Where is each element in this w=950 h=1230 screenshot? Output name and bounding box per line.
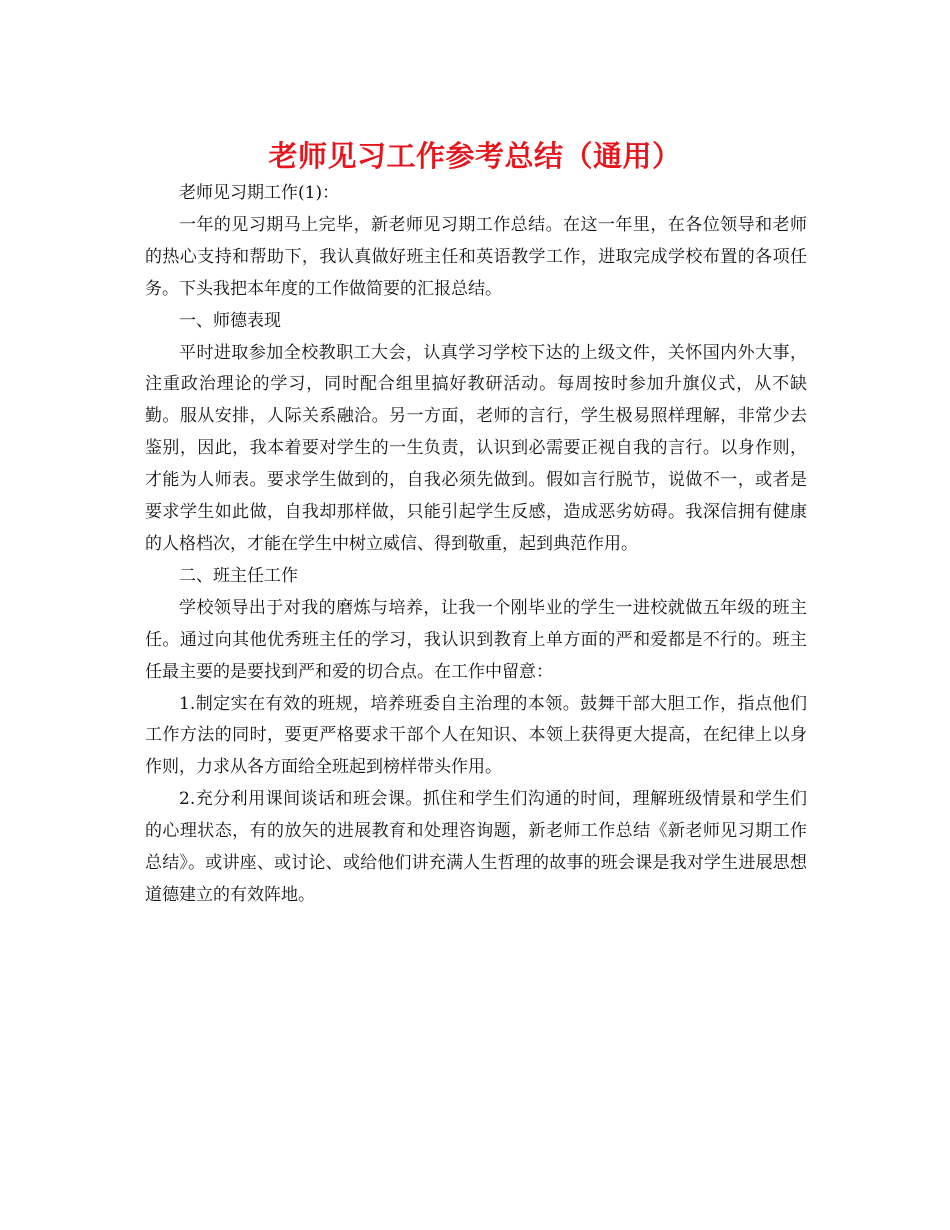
paragraph-class-teacher: 学校领导出于对我的磨炼与培养，让我一个刚毕业的学生一进校就做五年级的班主任。通过向其他优秀班主任的学习，我认识到教育上单方面的严和爱都是不行的。班主任最主要的是要找到严和爱的切合点。在工作中留意： bbox=[145, 597, 807, 682]
paragraph-item-2: 2.充分利用课间谈话和班会课。抓住和学生们沟通的时间，理解班级情景和学生们的心理状态，有的放矢的进展教育和处理咨询题，新老师工作总结《新老师见习期工作总结》。或讲座、或讨论、或给他们讲充满人生哲理的故事的班会课是我对学生进展思想道德建立的有效阵地。 bbox=[145, 789, 807, 905]
section-heading-ethics: 一、师德表现 bbox=[179, 310, 281, 331]
paragraph-overview: 一年的见习期马上完毕，新老师见习期工作总结。在这一年里，在各位领导和老师的热心支持和帮助下，我认真做好班主任和英语教学工作，进取完成学校布置的各项任务。下头我把本年度的工作做简要的汇报总结。 bbox=[145, 214, 807, 299]
paragraph-item-1: 1.制定实在有效的班规，培养班委自主治理的本领。鼓舞干部大胆工作，指点他们工作方法的同时，要更严格要求干部个人在知识、本领上获得更大提高，在纪律上以身作则，力求从各方面给全班起到榜样带头作用。 bbox=[145, 693, 807, 778]
document-title: 老师见习工作参考总结（通用） bbox=[268, 139, 682, 173]
paragraph-ethics: 平时进取参加全校教职工大会，认真学习学校下达的上级文件，关怀国内外大事，注重政治理论的学习，同时配合组里搞好教研活动。每周按时参加升旗仪式，从不缺勤。服从安排，人际关系融洽。另一方面，老师的言行，学生极易照样理解，非常少去鉴别，因此，我本着要对学生的一生负责，认识到必需要正视自我的言行。以身作则，才能为人师表。要求学生做到的，自我必须先做到。假如言行脱节，说做不一，或者是要求学生如此做，自我却那样做，只能引起学生反感，造成恶劣妨碍。我深信拥有健康的人格档次，才能在学生中树立威信、得到敬重，起到典范作用。 bbox=[145, 342, 807, 554]
paragraph-intro-label: 老师见习期工作(1)： bbox=[179, 183, 340, 203]
section-heading-class-teacher: 二、班主任工作 bbox=[179, 565, 298, 586]
document-body bbox=[145, 178, 807, 912]
